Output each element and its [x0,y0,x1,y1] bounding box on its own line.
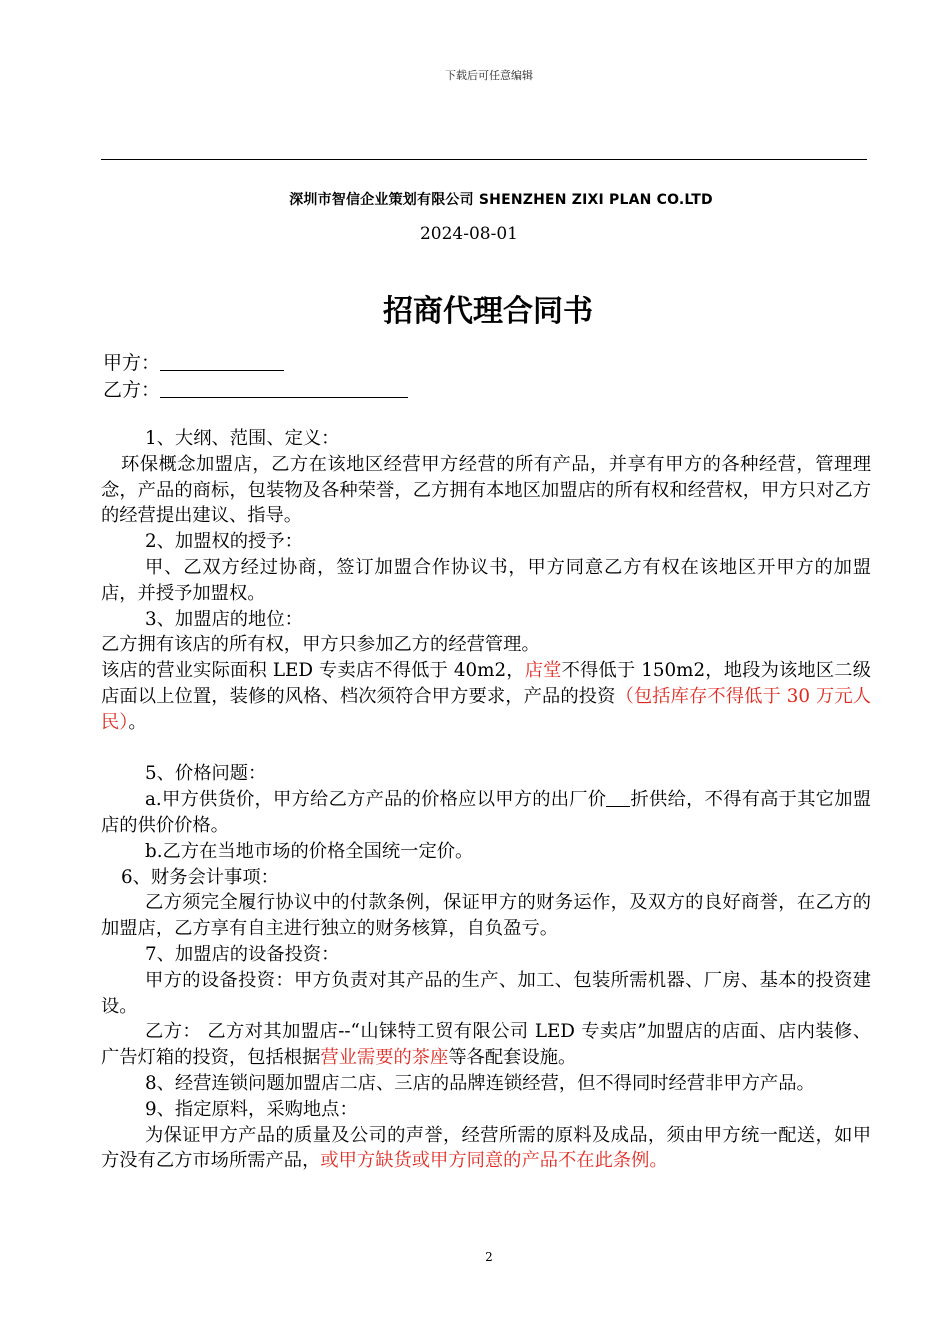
section-3-text-2-part: 。 [128,711,147,733]
section-9-heading: 9、指定原料，采购地点： [145,1098,358,1120]
section-3-text-2-part: 不得低于 150m2，地段为该地区二级店面以上位置，装修的风格、档次须符合甲方要求，产品的投资 [101,660,872,707]
section-6-heading: 6、财务会计事项： [121,866,279,888]
section-7-text-2 [101,1019,871,1071]
section-7-text-1: 甲方的设备投资：甲方负责对其产品的生产、加工、包装所需机器、厂房、基本的投资建设。 [101,969,871,1017]
party-a-blank [160,350,284,371]
section-9-text-part: 为保证甲方产品的质量及公司的声誉，经营所需的原料及成品，须由甲方统一配送，如甲方没有乙方市场所需产品， [101,1124,871,1172]
document-title: 招商代理合同书 [383,294,593,329]
section-1-text: 环保概念加盟店，乙方在该地区经营甲方经营的所有产品，并享有甲方的各种经营，管理理念，产品的商标，包装物及各种荣誉，乙方拥有本地区加盟店的所有权和经营权，甲方只对乙方的经营提出建议、指导。 [101,453,871,527]
document-date: 2024-08-01 [419,224,518,244]
party-a-label: 甲方： [103,352,161,374]
highlight-text: （包括库存不得低于 30 万元人民） [101,685,871,733]
section-3-text-2-part: 该店的营业实际面积 LED 专卖店不得低于 40m2， [101,660,525,682]
section-3-heading: 3、加盟店的地位： [145,608,303,630]
section-2-heading: 2、加盟权的授予： [145,531,303,553]
highlight-text: 营业需要的茶座 [320,1047,449,1069]
section-3-text-1: 乙方拥有该店的所有权，甲方只参加乙方的经营管理。 [101,634,540,656]
header-note: 下载后可任意编辑 [445,69,533,82]
section-5-item-a-part: a.甲方供货价，甲方给乙方产品的价格应以甲方的出厂价 [145,789,607,811]
section-6-text: 乙方须完全履行协议中的付款条例，保证甲方的财务运作，及双方的良好商誉，在乙方的加盟店，乙方享有自主进行独立的财务核算，自负盈亏。 [101,892,871,940]
contract-body [101,426,871,1174]
highlight-text: 店堂 [524,660,562,682]
party-a-line [103,349,284,377]
party-b-line [103,376,408,404]
section-7-heading: 7、加盟店的设备投资： [145,943,340,965]
section-3-text-2 [101,658,871,735]
section-7-text-2-part: 乙方： 乙方对其加盟店--“山铼特工贸有限公司 LED 专卖店”加盟店的店面、店内装修、广告灯箱的投资，包括根据 [101,1021,871,1069]
section-7-text-2-part: 等各配套设施。 [448,1047,577,1069]
highlight-text: 或甲方缺货或甲方同意的产品不在此条例。 [320,1150,668,1172]
section-8-text: 8、经营连锁问题加盟店二店、三店的品牌连锁经营，但不得同时经营非甲方产品。 [145,1072,815,1094]
party-b-label: 乙方： [103,379,161,401]
company-name: 深圳市智信企业策划有限公司 SHENZHEN ZIXI PLAN CO.LTD [289,192,713,208]
section-1-heading: 1、大纲、范围、定义： [145,428,340,449]
discount-blank [606,788,630,807]
section-5-heading: 5、价格问题： [145,763,267,785]
paragraph-spacer [101,736,871,762]
header-divider [101,159,867,160]
party-b-blank [160,377,408,398]
section-5-item-a-part: 折供给，不得有高于其它加盟店的供价价格。 [101,789,872,836]
section-5-item-a [101,787,871,839]
section-2-text: 甲、乙双方经过协商，签订加盟合作协议书，甲方同意乙方有权在该地区开甲方的加盟店，并授予加盟权。 [101,556,871,604]
section-9-text [101,1123,871,1175]
page-number: 2 [485,1250,493,1264]
section-5-item-b: b.乙方在当地市场的价格全国统一定价。 [145,840,474,862]
